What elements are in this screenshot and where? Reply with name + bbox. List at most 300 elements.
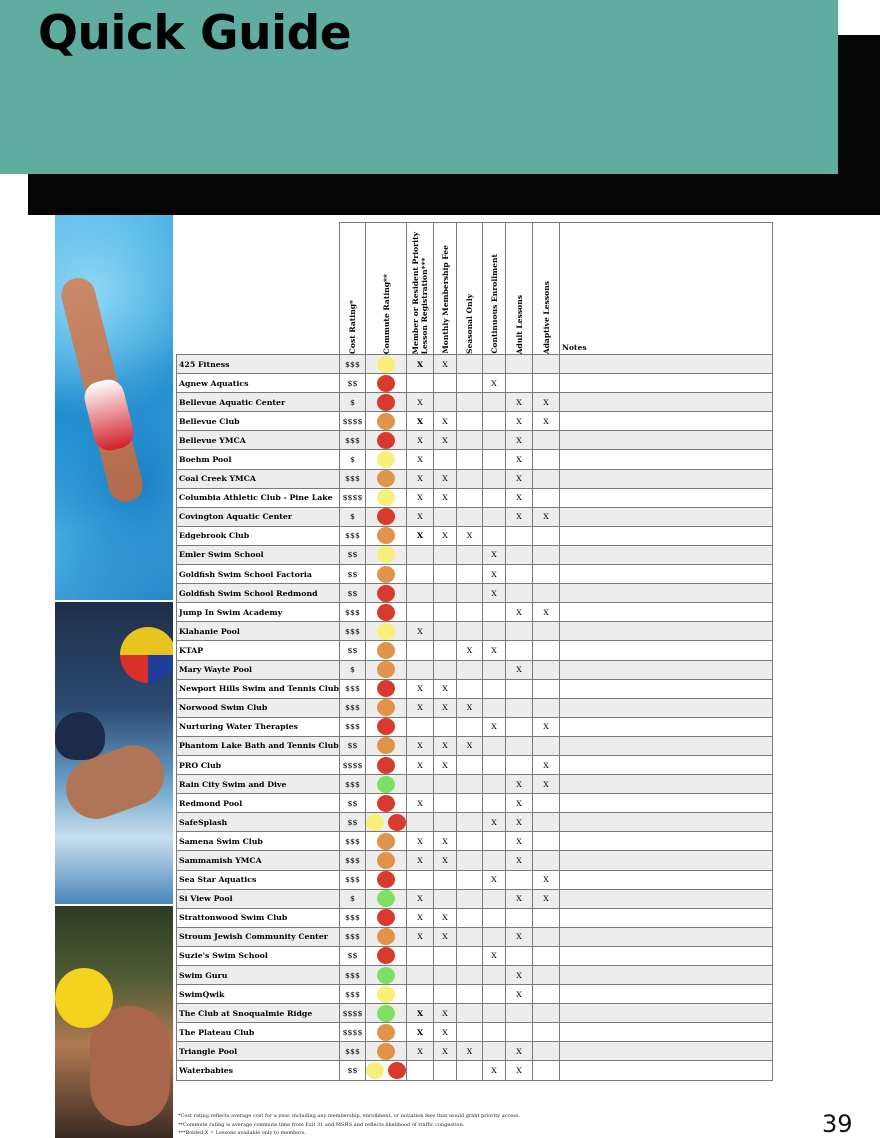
footnote-bold-x: ***Bolded X = Lessons available only to members.	[178, 1130, 306, 1136]
facility-name: Jump In Swim Academy	[177, 603, 340, 622]
continuous-cell	[483, 775, 506, 794]
priority-cell	[407, 946, 434, 965]
table-row	[177, 832, 773, 851]
monthly-fee-cell: X	[434, 431, 457, 450]
monthly-fee-cell: X	[434, 927, 457, 946]
adaptive-lessons-cell	[533, 851, 560, 870]
cost-rating: $$$	[340, 717, 366, 736]
priority-cell: X	[407, 755, 434, 774]
adult-lessons-cell	[506, 584, 533, 603]
cost-rating: $$$	[340, 775, 366, 794]
commute-dot-red	[377, 375, 395, 392]
facility-name: Triangle Pool	[177, 1042, 340, 1061]
header-seasonal-only: Seasonal Only	[457, 223, 483, 355]
adult-lessons-cell	[506, 870, 533, 889]
continuous-cell: X	[483, 565, 506, 584]
notes-cell	[560, 374, 773, 393]
monthly-fee-cell	[434, 584, 457, 603]
priority-cell	[407, 545, 434, 564]
table-row	[177, 565, 773, 584]
cost-rating: $$	[340, 565, 366, 584]
swimmer-diving-photo	[55, 215, 173, 600]
adaptive-lessons-cell	[533, 966, 560, 985]
facility-name: Edgebrook Club	[177, 526, 340, 545]
header-commute-rating: Commute Rating**	[366, 223, 407, 355]
priority-cell	[407, 584, 434, 603]
cost-rating: $$	[340, 641, 366, 660]
adult-lessons-cell	[506, 755, 533, 774]
table-row	[177, 966, 773, 985]
adult-lessons-cell	[506, 526, 533, 545]
commute-rating	[366, 603, 407, 622]
commute-dot-yellow	[377, 546, 395, 563]
notes-cell	[560, 851, 773, 870]
priority-cell: X	[407, 1004, 434, 1023]
commute-rating	[366, 927, 407, 946]
water-polo-photo	[55, 602, 173, 904]
facility-name: Bellevue Aquatic Center	[177, 393, 340, 412]
notes-cell	[560, 565, 773, 584]
cost-rating: $	[340, 507, 366, 526]
table-row	[177, 469, 773, 488]
footnotes	[178, 1112, 520, 1138]
table-row	[177, 431, 773, 450]
seasonal-cell	[457, 908, 483, 927]
commute-dot-yellow	[377, 356, 395, 373]
adaptive-lessons-cell	[533, 985, 560, 1004]
cost-rating: $$$$	[340, 1004, 366, 1023]
commute-dot-red	[377, 718, 395, 735]
table-row	[177, 393, 773, 412]
commute-dot-red	[377, 757, 395, 774]
seasonal-cell	[457, 660, 483, 679]
adult-lessons-cell: X	[506, 660, 533, 679]
seasonal-cell	[457, 507, 483, 526]
monthly-fee-cell: X	[434, 908, 457, 927]
monthly-fee-cell: X	[434, 755, 457, 774]
priority-cell: X	[407, 679, 434, 698]
cost-rating: $$	[340, 736, 366, 755]
adaptive-lessons-cell: X	[533, 775, 560, 794]
adult-lessons-cell	[506, 622, 533, 641]
facility-name: Nurturing Water Therapies	[177, 717, 340, 736]
commute-dot-yellow	[366, 1062, 384, 1079]
priority-cell	[407, 966, 434, 985]
continuous-cell	[483, 622, 506, 641]
priority-cell: X	[407, 488, 434, 507]
commute-dot-yellow	[377, 623, 395, 640]
table-row	[177, 679, 773, 698]
table-row	[177, 851, 773, 870]
table-row	[177, 908, 773, 927]
notes-cell	[560, 603, 773, 622]
monthly-fee-cell	[434, 450, 457, 469]
priority-cell: X	[407, 469, 434, 488]
notes-cell	[560, 813, 773, 832]
seasonal-cell	[457, 431, 483, 450]
monthly-fee-cell: X	[434, 412, 457, 431]
adult-lessons-cell: X	[506, 794, 533, 813]
continuous-cell	[483, 851, 506, 870]
adaptive-lessons-cell: X	[533, 507, 560, 526]
seasonal-cell	[457, 1061, 483, 1080]
seasonal-cell: X	[457, 1042, 483, 1061]
cost-rating: $$	[340, 1061, 366, 1080]
facility-name: Sammamish YMCA	[177, 851, 340, 870]
commute-rating	[366, 374, 407, 393]
adaptive-lessons-cell	[533, 431, 560, 450]
continuous-cell	[483, 507, 506, 526]
cost-rating: $$$$	[340, 488, 366, 507]
commute-dot-red	[388, 814, 406, 831]
commute-rating	[366, 660, 407, 679]
monthly-fee-cell	[434, 794, 457, 813]
notes-cell	[560, 355, 773, 374]
adult-lessons-cell: X	[506, 488, 533, 507]
adult-lessons-cell: X	[506, 431, 533, 450]
adult-lessons-cell	[506, 717, 533, 736]
notes-cell	[560, 488, 773, 507]
adaptive-lessons-cell	[533, 794, 560, 813]
continuous-cell	[483, 908, 506, 927]
table-row	[177, 985, 773, 1004]
header-monthly-fee: Monthly Membership Fee	[434, 223, 457, 355]
commute-rating	[366, 1004, 407, 1023]
table-row	[177, 1023, 773, 1042]
monthly-fee-cell: X	[434, 488, 457, 507]
cost-rating: $$$$	[340, 755, 366, 774]
adaptive-lessons-cell	[533, 813, 560, 832]
seasonal-cell	[457, 813, 483, 832]
commute-dot-red	[377, 604, 395, 621]
facility-name: Coal Creek YMCA	[177, 469, 340, 488]
priority-cell: X	[407, 622, 434, 641]
adaptive-lessons-cell	[533, 355, 560, 374]
notes-cell	[560, 966, 773, 985]
adaptive-lessons-cell	[533, 927, 560, 946]
header-notes: Notes	[560, 223, 773, 355]
commute-dot-orange	[377, 852, 395, 869]
monthly-fee-cell: X	[434, 1023, 457, 1042]
monthly-fee-cell: X	[434, 832, 457, 851]
page-title: Quick Guide	[38, 6, 352, 61]
table-row	[177, 507, 773, 526]
adaptive-lessons-cell	[533, 1042, 560, 1061]
header-adult-lessons: Adult Lessons	[506, 223, 533, 355]
commute-rating	[366, 469, 407, 488]
monthly-fee-cell	[434, 603, 457, 622]
facility-name: Suzie's Swim School	[177, 946, 340, 965]
page-number: 39	[822, 1110, 853, 1138]
monthly-fee-cell	[434, 966, 457, 985]
monthly-fee-cell	[434, 374, 457, 393]
commute-rating	[366, 736, 407, 755]
cost-rating: $$$	[340, 851, 366, 870]
header-adaptive-lessons: Adaptive Lessons	[533, 223, 560, 355]
facility-name: 425 Fitness	[177, 355, 340, 374]
facility-name: Waterbabies	[177, 1061, 340, 1080]
priority-cell: X	[407, 393, 434, 412]
adaptive-lessons-cell	[533, 545, 560, 564]
monthly-fee-cell	[434, 641, 457, 660]
adaptive-lessons-cell: X	[533, 603, 560, 622]
cost-rating: $$$	[340, 603, 366, 622]
table-row	[177, 870, 773, 889]
continuous-cell	[483, 736, 506, 755]
quick-guide-table	[176, 222, 773, 1081]
monthly-fee-cell	[434, 660, 457, 679]
monthly-fee-cell: X	[434, 1042, 457, 1061]
seasonal-cell	[457, 775, 483, 794]
adult-lessons-cell: X	[506, 393, 533, 412]
table-row	[177, 660, 773, 679]
notes-cell	[560, 794, 773, 813]
adult-lessons-cell: X	[506, 507, 533, 526]
seasonal-cell	[457, 450, 483, 469]
adult-lessons-cell	[506, 1004, 533, 1023]
seasonal-cell	[457, 1004, 483, 1023]
table-row	[177, 889, 773, 908]
table-row	[177, 755, 773, 774]
cost-rating: $$	[340, 813, 366, 832]
facility-name: SwimQwik	[177, 985, 340, 1004]
monthly-fee-cell	[434, 545, 457, 564]
commute-dot-green	[377, 890, 395, 907]
notes-cell	[560, 393, 773, 412]
commute-rating	[366, 794, 407, 813]
cost-rating: $$$$	[340, 412, 366, 431]
commute-rating	[366, 565, 407, 584]
continuous-cell	[483, 603, 506, 622]
commute-rating	[366, 775, 407, 794]
seasonal-cell	[457, 412, 483, 431]
cost-rating: $$$	[340, 355, 366, 374]
facility-name: Norwood Swim Club	[177, 698, 340, 717]
adaptive-lessons-cell	[533, 641, 560, 660]
adaptive-lessons-cell	[533, 832, 560, 851]
seasonal-cell	[457, 870, 483, 889]
adaptive-lessons-cell: X	[533, 755, 560, 774]
commute-rating	[366, 1023, 407, 1042]
facility-name: KTAP	[177, 641, 340, 660]
seasonal-cell	[457, 679, 483, 698]
adult-lessons-cell: X	[506, 603, 533, 622]
table-row	[177, 775, 773, 794]
continuous-cell	[483, 393, 506, 412]
priority-cell	[407, 813, 434, 832]
continuous-cell	[483, 927, 506, 946]
seasonal-cell	[457, 1023, 483, 1042]
priority-cell: X	[407, 1023, 434, 1042]
notes-cell	[560, 1004, 773, 1023]
seasonal-cell	[457, 584, 483, 603]
notes-cell	[560, 545, 773, 564]
facility-name: Emler Swim School	[177, 545, 340, 564]
commute-rating	[366, 966, 407, 985]
adaptive-lessons-cell	[533, 736, 560, 755]
cost-rating: $$$	[340, 526, 366, 545]
seasonal-cell	[457, 603, 483, 622]
commute-rating	[366, 584, 407, 603]
priority-cell	[407, 775, 434, 794]
facility-name: Covington Aquatic Center	[177, 507, 340, 526]
adult-lessons-cell	[506, 698, 533, 717]
continuous-cell	[483, 966, 506, 985]
facility-name: Agnew Aquatics	[177, 374, 340, 393]
facility-name: The Plateau Club	[177, 1023, 340, 1042]
table-row	[177, 927, 773, 946]
commute-dot-orange	[377, 1024, 395, 1041]
continuous-cell	[483, 985, 506, 1004]
continuous-cell	[483, 832, 506, 851]
cost-rating: $$$	[340, 870, 366, 889]
facility-name: SafeSplash	[177, 813, 340, 832]
table-header-row	[177, 223, 773, 355]
adult-lessons-cell: X	[506, 832, 533, 851]
table-row	[177, 1042, 773, 1061]
cost-rating: $$$	[340, 908, 366, 927]
commute-dot-red	[377, 585, 395, 602]
priority-cell	[407, 565, 434, 584]
commute-dot-orange	[377, 642, 395, 659]
table-row	[177, 584, 773, 603]
facility-name: Goldfish Swim School Factoria	[177, 565, 340, 584]
continuous-cell	[483, 679, 506, 698]
cost-rating: $$$	[340, 927, 366, 946]
teal-header-block	[0, 0, 838, 174]
notes-cell	[560, 622, 773, 641]
continuous-cell: X	[483, 584, 506, 603]
adaptive-lessons-cell	[533, 526, 560, 545]
priority-cell: X	[407, 736, 434, 755]
table-row	[177, 717, 773, 736]
commute-rating	[366, 622, 407, 641]
adaptive-lessons-cell: X	[533, 889, 560, 908]
seasonal-cell: X	[457, 698, 483, 717]
priority-cell	[407, 1061, 434, 1080]
monthly-fee-cell	[434, 889, 457, 908]
monthly-fee-cell: X	[434, 469, 457, 488]
adaptive-lessons-cell: X	[533, 412, 560, 431]
notes-cell	[560, 870, 773, 889]
adaptive-lessons-cell	[533, 1004, 560, 1023]
notes-cell	[560, 736, 773, 755]
continuous-cell: X	[483, 641, 506, 660]
cost-rating: $$$	[340, 966, 366, 985]
facility-name: Bellevue Club	[177, 412, 340, 431]
notes-cell	[560, 641, 773, 660]
continuous-cell	[483, 431, 506, 450]
notes-cell	[560, 946, 773, 965]
priority-cell	[407, 641, 434, 660]
commute-rating	[366, 679, 407, 698]
cost-rating: $	[340, 660, 366, 679]
seasonal-cell	[457, 832, 483, 851]
commute-dot-yellow	[377, 489, 395, 506]
commute-dot-green	[377, 776, 395, 793]
priority-cell: X	[407, 698, 434, 717]
table-row	[177, 355, 773, 374]
adaptive-lessons-cell	[533, 622, 560, 641]
monthly-fee-cell	[434, 717, 457, 736]
commute-rating	[366, 431, 407, 450]
facility-name: Strattonwood Swim Club	[177, 908, 340, 927]
table-row	[177, 698, 773, 717]
commute-rating	[366, 832, 407, 851]
commute-rating	[366, 1061, 407, 1080]
monthly-fee-cell	[434, 565, 457, 584]
priority-cell: X	[407, 832, 434, 851]
commute-dot-orange	[377, 470, 395, 487]
seasonal-cell	[457, 355, 483, 374]
seasonal-cell	[457, 488, 483, 507]
facility-name: Si View Pool	[177, 889, 340, 908]
facility-name: Stroum Jewish Community Center	[177, 927, 340, 946]
priority-cell: X	[407, 1042, 434, 1061]
commute-dot-red	[377, 680, 395, 697]
notes-cell	[560, 450, 773, 469]
table-row	[177, 641, 773, 660]
adult-lessons-cell	[506, 736, 533, 755]
notes-cell	[560, 927, 773, 946]
priority-cell: X	[407, 927, 434, 946]
adult-lessons-cell: X	[506, 1061, 533, 1080]
seasonal-cell	[457, 946, 483, 965]
adaptive-lessons-cell	[533, 679, 560, 698]
seasonal-cell	[457, 545, 483, 564]
continuous-cell	[483, 412, 506, 431]
commute-rating	[366, 717, 407, 736]
priority-cell: X	[407, 355, 434, 374]
continuous-cell	[483, 755, 506, 774]
adaptive-lessons-cell	[533, 584, 560, 603]
swimmer-yellow-cap-photo	[55, 906, 173, 1138]
adaptive-lessons-cell: X	[533, 393, 560, 412]
monthly-fee-cell: X	[434, 736, 457, 755]
adult-lessons-cell: X	[506, 851, 533, 870]
cost-rating: $$$	[340, 431, 366, 450]
header-corner	[177, 223, 340, 355]
facility-name: The Club at Snoqualmie Ridge	[177, 1004, 340, 1023]
table-row	[177, 526, 773, 545]
facility-name: Boehm Pool	[177, 450, 340, 469]
continuous-cell	[483, 1042, 506, 1061]
commute-dot-red	[388, 1062, 406, 1079]
cost-rating: $$	[340, 545, 366, 564]
adult-lessons-cell	[506, 908, 533, 927]
header-member-priority: Member or Resident Priority Lesson Registration***	[407, 223, 434, 355]
commute-rating	[366, 755, 407, 774]
cost-rating: $	[340, 393, 366, 412]
commute-dot-orange	[377, 566, 395, 583]
continuous-cell: X	[483, 374, 506, 393]
cost-rating: $$	[340, 794, 366, 813]
facility-name: Redmond Pool	[177, 794, 340, 813]
notes-cell	[560, 412, 773, 431]
cost-rating: $$$	[340, 832, 366, 851]
table-row	[177, 450, 773, 469]
table-row	[177, 545, 773, 564]
continuous-cell: X	[483, 813, 506, 832]
notes-cell	[560, 526, 773, 545]
seasonal-cell	[457, 927, 483, 946]
commute-dot-green	[377, 1005, 395, 1022]
notes-cell	[560, 889, 773, 908]
monthly-fee-cell	[434, 946, 457, 965]
continuous-cell	[483, 1023, 506, 1042]
header-continuous-enrollment: Continuous Enrollment	[483, 223, 506, 355]
facility-name: Columbia Athletic Club - Pine Lake	[177, 488, 340, 507]
